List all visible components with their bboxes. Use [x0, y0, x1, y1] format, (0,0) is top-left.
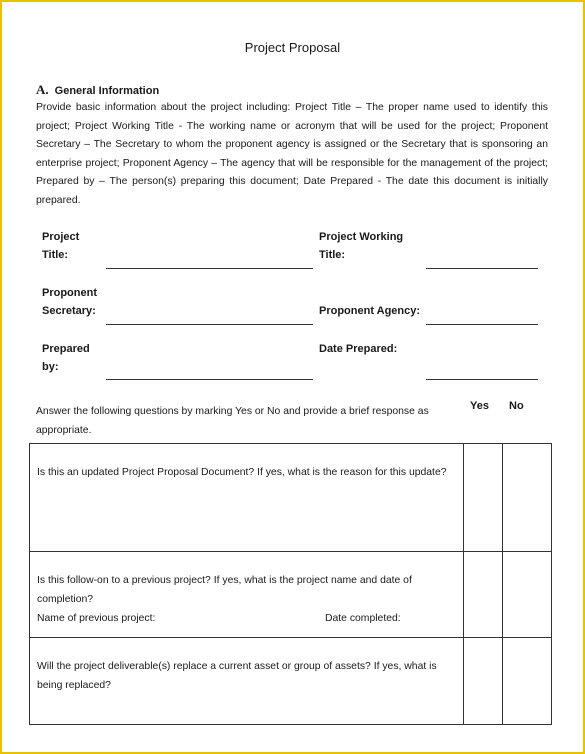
questions-table: [29, 443, 552, 725]
proponent-agency-field[interactable]: [426, 324, 538, 325]
question-cell: [30, 638, 464, 725]
project-title-field[interactable]: [106, 268, 313, 269]
section-title: General Information: [54, 85, 160, 97]
no-checkbox[interactable]: [503, 638, 552, 725]
no-checkbox[interactable]: [503, 444, 552, 552]
date-prepared-label: Date Prepared:: [319, 343, 398, 355]
question-row: [30, 638, 552, 725]
proponent-secretary-label: [42, 284, 97, 320]
previous-project-name-label: Name of previous project:: [37, 613, 156, 625]
question-cell: [30, 552, 464, 638]
prepared-by-label-line2: by:: [42, 361, 59, 373]
working-title-label: [319, 228, 403, 264]
proponent-secretary-label-line1: Proponent: [42, 287, 97, 299]
proponent-secretary-field[interactable]: [106, 324, 313, 325]
intro-paragraph: Provide basic information about the project including: Project Title – The proper name used to identify this project; Project Working Title - The working name or acronym that will be used for the project; Proponent Secretary – The Secretary to whom the proponent agency is assigned or the Secretary that is sponsoring an enterprise project; Proponent Agency – The agency that will be responsible for the management of the project; Prepared by – The person(s) preparing this document; Date Prepared - The date this document is initially prepared.: [36, 102, 548, 206]
proponent-secretary-label-line2: Secretary:: [42, 305, 96, 317]
working-title-field[interactable]: [426, 268, 538, 269]
date-completed-label: Date completed:: [325, 613, 401, 625]
question-cell: [30, 444, 464, 552]
prepared-by-label: [42, 340, 90, 376]
yes-checkbox[interactable]: [464, 638, 503, 725]
question-text: Is this follow-on to a previous project? If yes, what is the project name and date of completion?: [37, 575, 412, 605]
project-title-label-line2: Title:: [42, 249, 69, 261]
no-checkbox[interactable]: [503, 552, 552, 638]
working-title-label-line2: Title:: [319, 249, 346, 261]
section-letter: A.: [36, 82, 49, 97]
question-row: [30, 444, 552, 552]
project-title-label-line1: Project: [42, 231, 80, 243]
previous-project-row: [30, 613, 463, 631]
yes-column-header: Yes: [470, 400, 489, 412]
question-text: Is this an updated Project Proposal Document? If yes, what is the reason for this update?: [37, 467, 447, 478]
question-row: [30, 552, 552, 638]
document-title: Project Proposal: [244, 40, 341, 55]
yes-checkbox[interactable]: [464, 552, 503, 638]
questions-instructions: Answer the following questions by marking Yes or No and provide a brief response as appropriate.: [36, 406, 429, 436]
project-title-label: [42, 228, 79, 264]
date-prepared-field[interactable]: [426, 379, 538, 380]
prepared-by-field[interactable]: [106, 379, 313, 380]
prepared-by-label-line1: Prepared: [42, 343, 90, 355]
question-text: Will the project deliverable(s) replace a current asset or group of assets? If yes, what is being replaced?: [37, 661, 437, 691]
working-title-label-line1: Project Working: [319, 231, 404, 243]
section-heading: [36, 82, 159, 98]
no-column-header: No: [509, 400, 524, 412]
yes-checkbox[interactable]: [464, 444, 503, 552]
proponent-agency-label: Proponent Agency:: [319, 305, 421, 317]
